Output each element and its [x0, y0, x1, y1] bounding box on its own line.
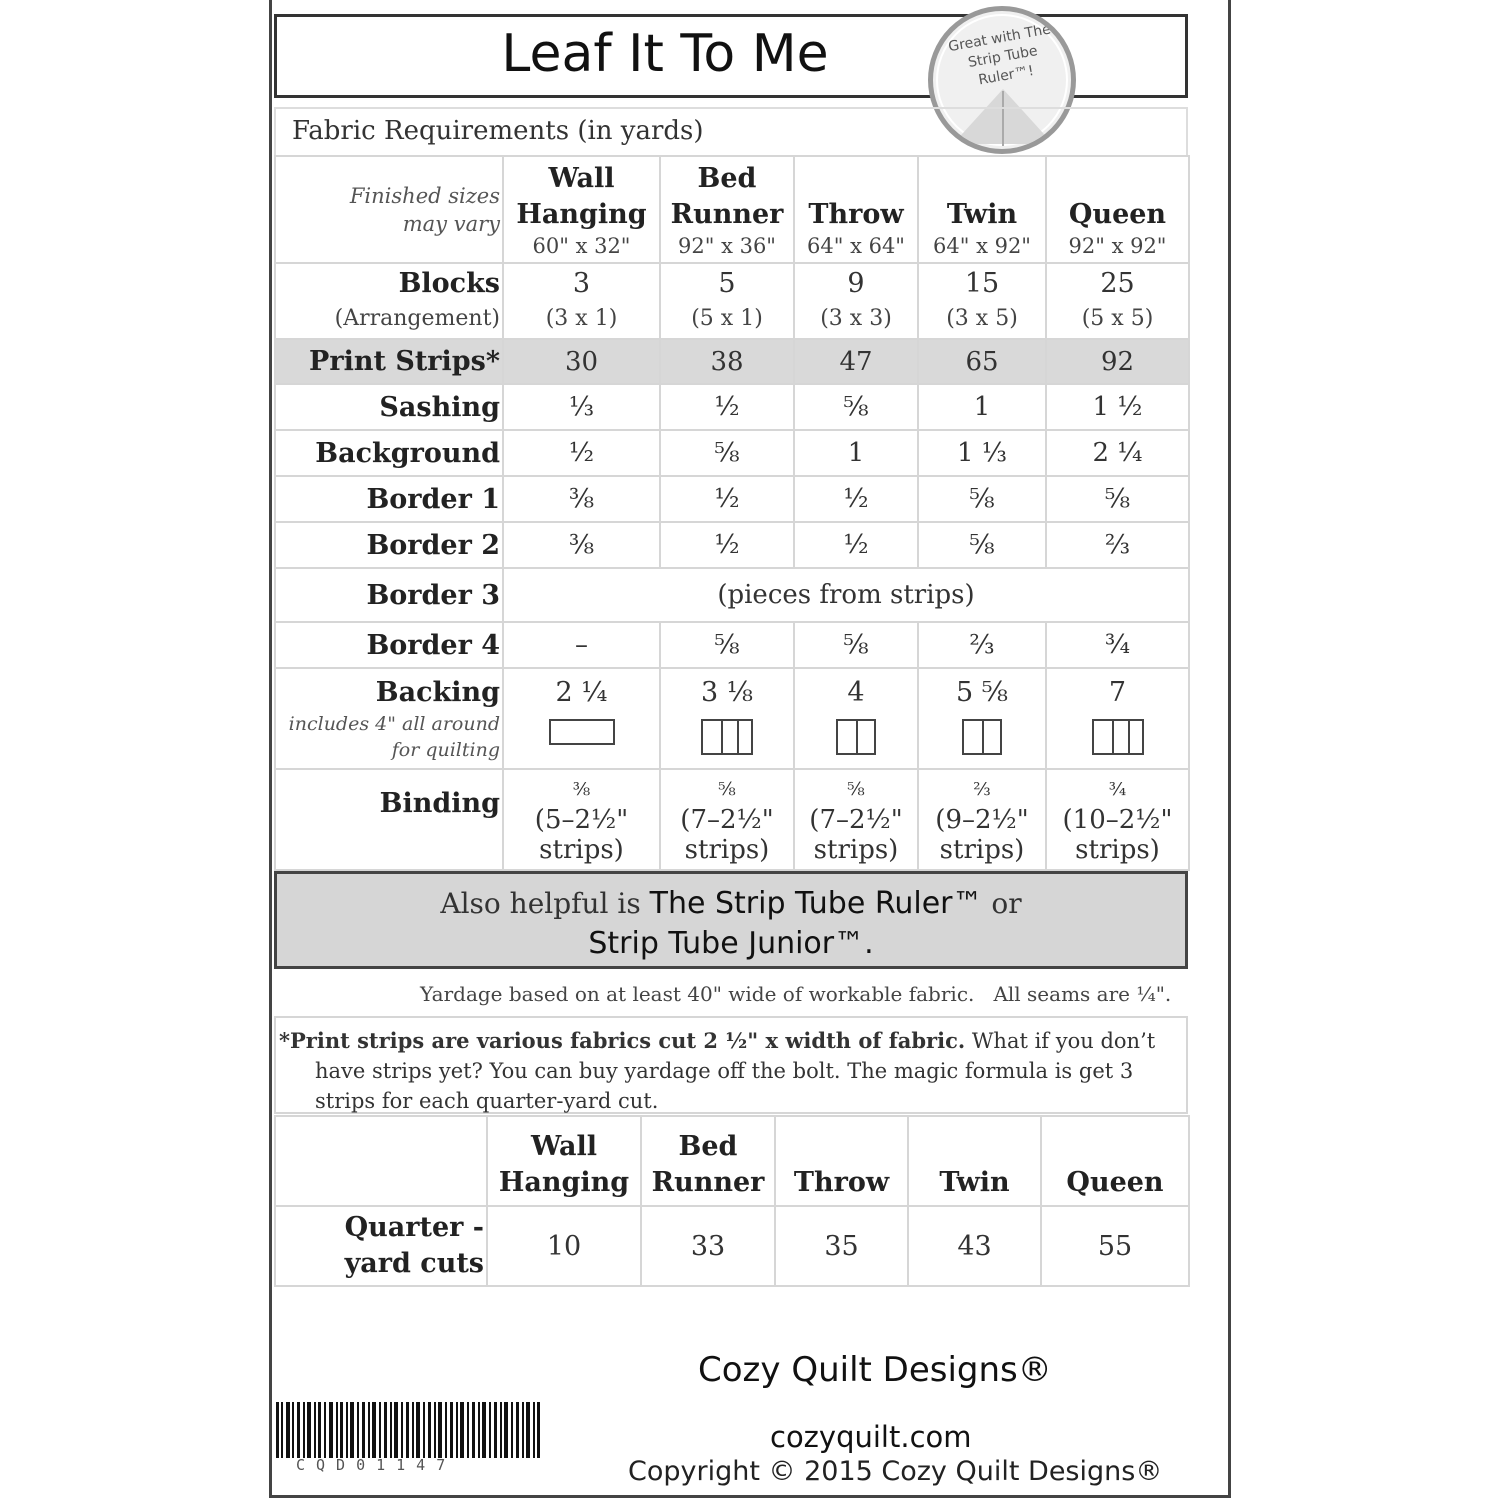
- border3-row: [275, 568, 1189, 622]
- value-cell: [503, 769, 660, 870]
- column-size: 92" x 92": [1068, 233, 1167, 258]
- value-cell: 1 ½: [1046, 384, 1189, 430]
- sashing-row: [275, 384, 1189, 430]
- column-name: Wall: [531, 1131, 597, 1162]
- helpful-line: [277, 924, 1185, 964]
- column-header: [794, 156, 918, 263]
- column-header: [503, 156, 660, 263]
- column-name: Hanging: [498, 1167, 630, 1198]
- value-cell: [1046, 769, 1189, 870]
- column-name: Bed: [697, 162, 757, 194]
- block-arrangement: (5 x 5): [1081, 306, 1154, 331]
- value-cell: ½: [503, 430, 660, 476]
- backing-label: Backing: [375, 676, 500, 708]
- product-strip-tube-junior: Strip Tube Junior™.: [588, 926, 874, 961]
- column-name: Queen: [1066, 1167, 1164, 1198]
- block-arrangement: (3 x 5): [946, 306, 1018, 331]
- product-strip-tube-ruler: The Strip Tube Ruler™: [649, 886, 983, 921]
- block-count: 3: [572, 268, 591, 299]
- binding-yards: ⅝: [718, 778, 736, 800]
- value-cell: ¾: [1046, 622, 1189, 668]
- backing-layout-icon: [1092, 719, 1144, 755]
- backing-layout-icon: [549, 719, 615, 745]
- merged-value-cell: (pieces from strips): [503, 568, 1189, 622]
- binding-strips: (7–2½": [809, 804, 903, 835]
- column-header: [641, 1116, 775, 1206]
- value-cell: [918, 769, 1046, 870]
- backing-layout-icon: [701, 719, 753, 755]
- column-name: Runner: [651, 1167, 765, 1198]
- value-cell: [660, 769, 794, 870]
- block-arrangement: (3 x 1): [545, 306, 618, 331]
- helpful-tools-box: [274, 871, 1188, 969]
- binding-suffix: strips): [813, 834, 899, 865]
- value-cell: ⅝: [1046, 476, 1189, 522]
- backing-layout-icon: [962, 719, 1002, 755]
- value-cell: [660, 263, 794, 339]
- column-header: [775, 1116, 908, 1206]
- value-cell: ⅝: [918, 522, 1046, 568]
- backing-yards: 7: [1108, 677, 1127, 708]
- column-size: 64" x 92": [933, 233, 1031, 258]
- row-label: Border 3: [275, 568, 503, 622]
- fabric-requirements-table: [274, 155, 1190, 871]
- footnote-text: What if you don’t: [965, 1029, 1156, 1053]
- value-cell: ½: [794, 522, 918, 568]
- column-name: Wall: [548, 162, 615, 194]
- backing-yards: 3 ⅛: [701, 677, 753, 708]
- badge-text: Great with The Strip Tube Ruler™!: [947, 21, 1053, 89]
- row-label: [275, 263, 503, 339]
- block-count: 15: [964, 268, 1000, 299]
- binding-suffix: strips): [539, 834, 624, 865]
- binding-strips: (7–2½": [680, 804, 774, 835]
- print-strips-footnote: [274, 1016, 1188, 1114]
- block-count: 25: [1100, 268, 1135, 299]
- value-cell: ½: [794, 476, 918, 522]
- column-header: [1041, 1116, 1189, 1206]
- value-cell: [794, 668, 918, 769]
- backing-row: [275, 668, 1189, 769]
- value-cell: [503, 668, 660, 769]
- quarter-yard-row: [275, 1206, 1189, 1286]
- border4-row: [275, 622, 1189, 668]
- blocks-row: [275, 263, 1189, 339]
- binding-yards: ⅔: [973, 778, 991, 800]
- value-cell: [918, 668, 1046, 769]
- value-cell: ½: [660, 384, 794, 430]
- value-cell: 30: [503, 339, 660, 384]
- row-label: Border 1: [275, 476, 503, 522]
- yardage-note: Yardage based on at least 40" wide of workable fabric. All seams are ¼".: [420, 982, 1172, 1006]
- block-arrangement: (3 x 3): [820, 306, 892, 331]
- binding-suffix: strips): [939, 834, 1025, 865]
- binding-row: [275, 769, 1189, 870]
- footnote-line: strips for each quarter-yard cut.: [315, 1089, 659, 1113]
- backing-note: for quilting: [391, 738, 500, 761]
- binding-suffix: strips): [1075, 834, 1160, 865]
- border1-row: [275, 476, 1189, 522]
- value-cell: ⅝: [794, 384, 918, 430]
- empty-header-cell: [275, 1116, 487, 1206]
- value-cell: ⅜: [503, 522, 660, 568]
- footnote-bold: *Print strips are various fabrics cut 2 ½" x width of fabric.: [279, 1028, 966, 1053]
- website: cozyquilt.com: [770, 1420, 972, 1454]
- value-cell: 1 ⅓: [918, 430, 1046, 476]
- value-cell: [1046, 668, 1189, 769]
- value-cell: ⅜: [503, 476, 660, 522]
- backing-yards: 2 ¼: [555, 677, 608, 708]
- block-count: 5: [718, 268, 736, 299]
- backing-note: includes 4" all around: [288, 712, 500, 735]
- column-header: [1046, 156, 1189, 263]
- value-cell: [794, 769, 918, 870]
- row-label: Border 2: [275, 522, 503, 568]
- value-cell: ⅔: [918, 622, 1046, 668]
- column-header: [918, 156, 1046, 263]
- value-cell: [794, 263, 918, 339]
- binding-strips: (9–2½": [935, 804, 1029, 835]
- column-name: [1047, 161, 1188, 197]
- value-cell: 47: [794, 339, 918, 384]
- print-strips-row: [275, 339, 1189, 384]
- block-arrangement: (5 x 1): [691, 306, 763, 331]
- column-name: [919, 161, 1045, 197]
- copyright: Copyright © 2015 Cozy Quilt Designs®: [628, 1456, 1163, 1487]
- column-name: Bed: [678, 1131, 738, 1162]
- column-name: Queen: [1068, 198, 1167, 230]
- value-cell: [918, 263, 1046, 339]
- value-cell: ⅝: [660, 622, 794, 668]
- brand-name: Cozy Quilt Designs®: [698, 1350, 1052, 1390]
- value-cell: ½: [660, 522, 794, 568]
- value-cell: 10: [487, 1206, 641, 1286]
- value-cell: ½: [660, 476, 794, 522]
- arrangement-label: (Arrangement): [334, 306, 500, 331]
- row-label: Print Strips*: [275, 339, 503, 384]
- value-cell: ⅝: [660, 430, 794, 476]
- value-cell: ⅓: [503, 384, 660, 430]
- footnote-line: [279, 1026, 1176, 1056]
- backing-yards: 5 ⅝: [956, 677, 1008, 708]
- barcode: [276, 1402, 540, 1458]
- binding-yards: ⅜: [572, 778, 591, 800]
- size-header-row: [275, 156, 1189, 263]
- column-size: 92" x 36": [678, 233, 776, 258]
- value-cell: 65: [918, 339, 1046, 384]
- footnote-line: have strips yet? You can buy yardage off the bolt. The magic formula is get 3: [315, 1059, 1134, 1083]
- column-name: [795, 161, 917, 197]
- section-title: Fabric Requirements (in yards): [292, 116, 704, 146]
- value-cell: [503, 263, 660, 339]
- column-name: Hanging: [516, 198, 647, 230]
- row-label-line: yard cuts: [344, 1248, 484, 1279]
- column-header: [487, 1116, 641, 1206]
- size-note-line: Finished sizes: [349, 183, 500, 208]
- value-cell: 43: [908, 1206, 1041, 1286]
- size-note-cell: [275, 156, 503, 263]
- block-count: 9: [847, 268, 865, 299]
- helpful-line: [277, 884, 1185, 924]
- row-label: [275, 1206, 487, 1286]
- row-label-line: Quarter -: [344, 1212, 484, 1243]
- binding-yards: ¾: [1108, 778, 1127, 800]
- binding-strips: (10–2½": [1062, 804, 1173, 835]
- value-cell: 55: [1041, 1206, 1189, 1286]
- row-label: Binding: [275, 769, 503, 870]
- value-cell: ⅔: [1046, 522, 1189, 568]
- pattern-title: Leaf It To Me: [501, 24, 829, 84]
- column-header: [660, 156, 794, 263]
- binding-suffix: strips): [684, 834, 770, 865]
- column-name: Runner: [670, 198, 784, 230]
- background-row: [275, 430, 1189, 476]
- value-cell: 33: [641, 1206, 775, 1286]
- column-size: 60" x 32": [532, 233, 631, 258]
- row-label: Border 4: [275, 622, 503, 668]
- value-cell: [660, 668, 794, 769]
- binding-strips: (5–2½": [534, 804, 629, 835]
- value-cell: ⅝: [918, 476, 1046, 522]
- binding-yards: ⅝: [847, 778, 865, 800]
- row-label: Sashing: [275, 384, 503, 430]
- value-cell: 1: [794, 430, 918, 476]
- column-name: Throw: [793, 1167, 890, 1198]
- quarter-yard-header-row: [275, 1116, 1189, 1206]
- value-cell: ⅝: [794, 622, 918, 668]
- blocks-label: Blocks: [398, 268, 500, 299]
- size-note-line: may vary: [402, 211, 500, 236]
- value-cell: 92: [1046, 339, 1189, 384]
- column-name: Twin: [939, 1167, 1010, 1198]
- column-header: [908, 1116, 1041, 1206]
- value-cell: 38: [660, 339, 794, 384]
- column-name: Twin: [946, 198, 1018, 230]
- helpful-joiner: or: [991, 887, 1022, 920]
- column-size: 64" x 64": [807, 233, 905, 258]
- backing-layout-icon: [836, 719, 876, 755]
- helpful-prefix: Also helpful is: [440, 887, 641, 920]
- row-label: Background: [275, 430, 503, 476]
- value-cell: –: [503, 622, 660, 668]
- border2-row: [275, 522, 1189, 568]
- barcode-number: CQD01147: [296, 1456, 457, 1474]
- value-cell: [1046, 263, 1189, 339]
- column-name: Throw: [808, 198, 904, 230]
- quarter-yard-table: [274, 1115, 1190, 1287]
- value-cell: 2 ¼: [1046, 430, 1189, 476]
- value-cell: 35: [775, 1206, 908, 1286]
- value-cell: 1: [918, 384, 1046, 430]
- row-label: [275, 668, 503, 769]
- backing-yards: 4: [847, 677, 865, 708]
